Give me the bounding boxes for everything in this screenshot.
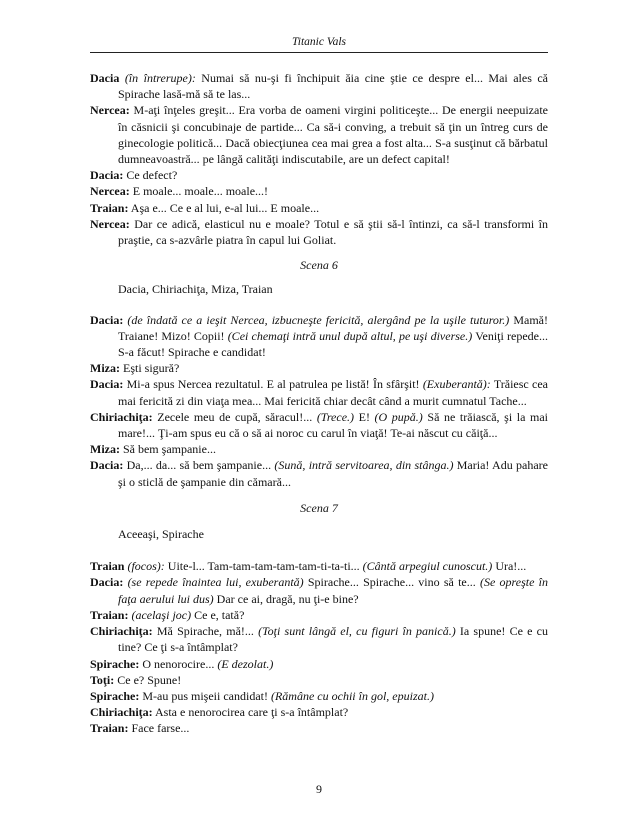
speaker-name: Dacia: [90,377,124,392]
dialogue-line [90,672,548,688]
dialogue-line [90,558,548,574]
dialogue-text: Numai să nu-şi fi închipuit ăia cine ştie ce despre el... Mai ales că Spirache lasă-mă să te las... [118,71,548,102]
dialogue-line [90,183,548,199]
dialogue-text: Asta e nenorocirea care ţi s-a întâmplat? [152,705,349,720]
stage-direction: (focos): [127,559,165,574]
scene-cast-6: Dacia, Chiriachiţa, Miza, Traian [118,282,273,297]
dialogue-line [90,167,548,183]
speaker-name: Dacia: [90,168,124,183]
speaker-name: Nercea: [90,216,130,231]
speaker-name: Dacia: [90,575,124,590]
speaker-name: Dacia: [90,312,124,327]
dialogue-line [90,409,548,441]
dialogue-line [90,656,548,672]
dialogue-text: Ce e, tată? [191,607,245,622]
dialogue-text: Spirache... Spirache... vino să te... [303,575,480,590]
stage-direction: (de îndată ce a ieşit Nercea, izbucneşte fericită, alergând pe la uşile tuturor.) [127,312,510,327]
dialogue-text: Dar ce ai, dragă, nu ţi-e bine? [213,591,359,606]
dialogue-text: M-au pus mişeii candidat! [139,688,271,703]
dialogue-line [90,360,548,376]
speaker-name: Nercea: [90,184,130,199]
stage-direction: (Exuberantă): [422,377,491,392]
stage-direction: (acelaşi joc) [131,607,192,622]
dialogue-text: E moale... moale... moale...! [129,184,269,199]
stage-direction: (E dezolat.) [217,656,274,671]
dialogue-text: Ura!... [492,559,527,574]
stage-direction: (Cei chemaţi intră unul după altul, pe uşi diverse.) [227,328,473,343]
dialogue-line [90,607,548,623]
speaker-name: Chiriachiţa: [90,624,153,639]
dialogue-line [90,704,548,720]
dialogue-text: Ce defect? [123,168,178,183]
dialogue-text: Mamă! Traiane! Mizo! Copii! [118,312,548,343]
dialogue-text: Veniţi repede... S-a făcut! Spirache e candidat! [118,328,548,360]
dialogue-text: Zecele meu de cupă, săracul!... [152,409,317,424]
stage-direction: (în întrerupe): [124,71,196,85]
dialogue-text: Eşti sigură? [119,361,180,376]
speaker-name: Spirache: [90,656,140,671]
speaker-name: Miza: [90,442,120,457]
page-content [90,70,548,737]
scene-heading-7: Scena 7 [300,500,338,515]
dialogue-line [90,457,548,489]
speaker-name: Traian: [90,200,129,215]
dialogue-line [90,441,548,457]
speaker-name: Traian: [90,721,129,736]
dialogue-text: M-aţi înţeles greşit... Era vorba de oameni virgini politiceşte... De energii neepuizate în căsnicii şi concubinaje de partide... Ca să-i conving, a trebuit să ţin un întreg curs de ginecologie politică... Dacă obiecţiunea cea mai grea a fost alta... S-a susţinut că bărbatul dumneavoastră... pe lângă calităţi indiscutabile, are un defect capital! [118,103,548,167]
dialogue-block-b [90,312,548,490]
dialogue-line [90,70,548,102]
speaker-name: Traian [90,559,125,574]
stage-direction: (Trece.) [316,409,355,424]
header-rule [90,52,548,53]
speaker-name: Dacia: [90,458,124,473]
dialogue-text: Ce e? Spune! [114,672,182,687]
dialogue-line [90,574,548,606]
stage-direction: (se repede înaintea lui, exuberantă) [127,575,304,590]
dialogue-text: Mă Spirache, mă!... [152,624,259,639]
page-number: 9 [316,782,322,796]
dialogue-line [90,376,548,408]
dialogue-line [90,200,548,216]
dialogue-text: Uite-l... Tam-tam-tam-tam-tam-ti-ta-ti... [164,559,363,574]
dialogue-line [90,688,548,704]
dialogue-text: Da,... da... să bem şampanie... [123,458,275,473]
stage-direction: (Cântă arpegiul cunoscut.) [362,559,493,574]
dialogue-text: Ia spune! Ce e cu tine? Ce ţi s-a întâmplat? [118,624,549,655]
dialogue-line [90,720,548,736]
stage-direction: (Se opreşte în faţa aerului lui dus) [118,575,548,606]
dialogue-text: Mi-a spus Nercea rezultatul. E al patrulea pe listă! În sfârşit! [123,377,423,392]
speaker-name: Nercea: [90,103,130,118]
dialogue-text: Maria! Adu pahare şi o sticlă de şampanie din cămară... [118,458,548,489]
dialogue-line [90,312,548,361]
stage-direction: (Toţi sunt lângă el, cu figuri în panică.) [258,624,456,639]
stage-direction: (Sună, intră servitoarea, din stânga.) [274,458,454,473]
dialogue-line [90,216,548,248]
speaker-name: Traian: [90,607,129,622]
dialogue-text: E! [354,409,375,424]
stage-direction: (O pupă.) [374,409,423,424]
scene-cast-7: Aceeaşi, Spirache [118,527,204,542]
dialogue-text: Face farse... [128,721,190,736]
dialogue-block-c [90,558,548,736]
dialogue-text: Să ne trăiască, şi la mai mare!... Ţi-am spus eu că o să ai noroc cu carul în viaţă! Te-ai născut cu căiţă... [118,409,548,441]
dialogue-line [90,102,548,167]
dialogue-line [90,623,548,655]
speaker-name: Dacia [90,71,120,85]
stage-direction: (Rămâne cu ochii în gol, epuizat.) [270,688,434,703]
speaker-name: Toţi: [90,672,115,687]
dialogue-text: Trăiesc cea mai fericită zi din viaţa mea... Mai fericită chiar decât când a murit cumnatul Tache... [118,377,548,408]
header-title: Titanic Vals [292,36,346,48]
dialogue-text: O nenorocire... [139,656,218,671]
speaker-name: Miza: [90,361,120,376]
dialogue-text: Dar ce adică, elasticul nu e moale? Totul e să ştii să-l întinzi, ca să-l transformi în praştie, ca s-azvârle piatra în capul lui Goliat. [118,216,548,248]
dialogue-text: Să bem şampanie... [119,442,216,457]
speaker-name: Chiriachiţa: [90,705,153,720]
scene-heading-6: Scena 6 [300,258,338,273]
dialogue-text: Aşa e... Ce e al lui, e-al lui... E moale... [128,200,320,215]
dialogue-block-a [90,70,548,248]
speaker-name: Chiriachiţa: [90,409,153,424]
speaker-name: Spirache: [90,688,140,703]
